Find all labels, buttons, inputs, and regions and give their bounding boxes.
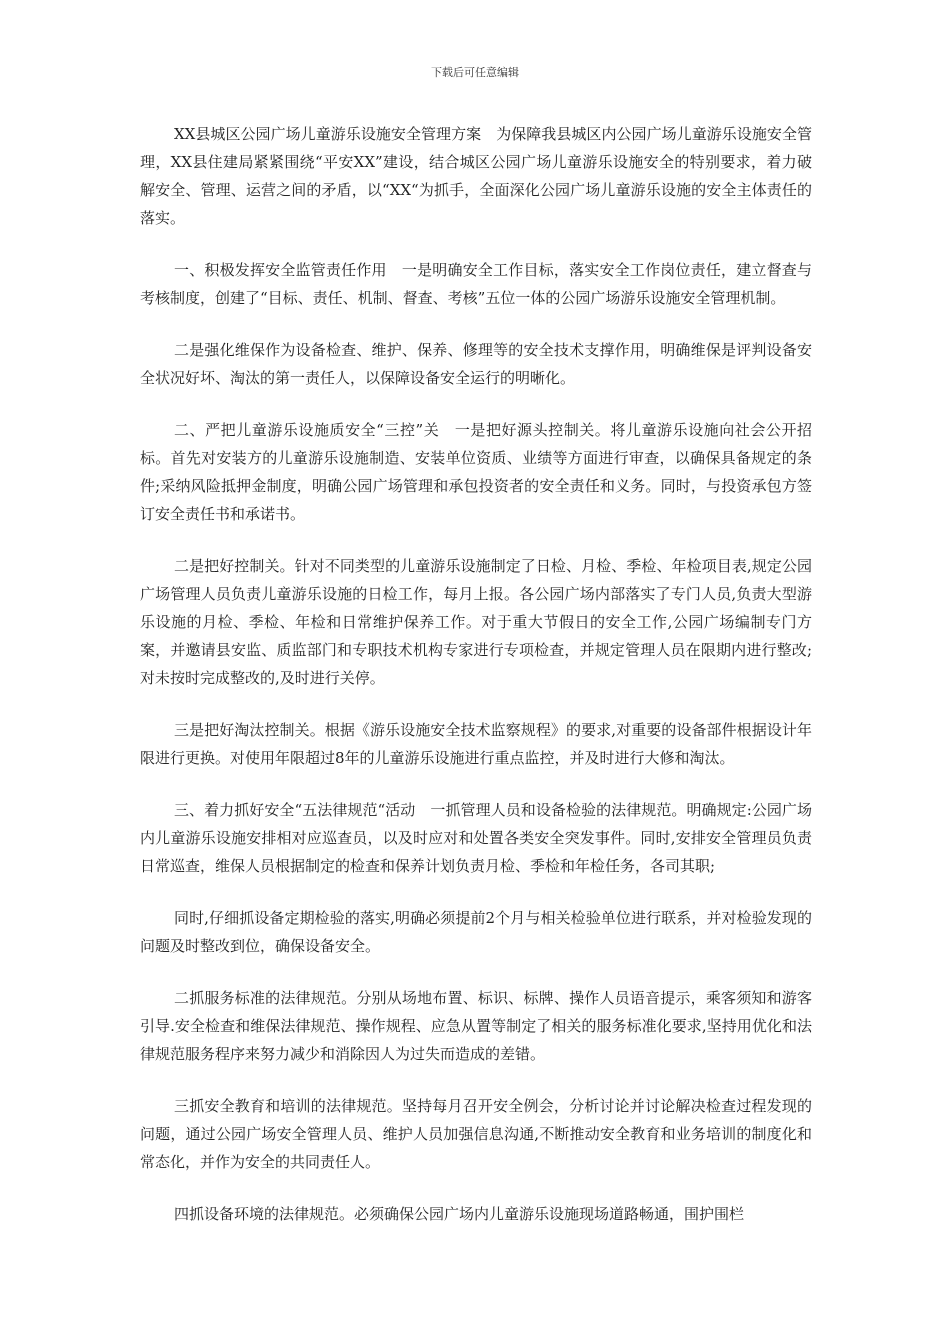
paragraph-section-3-inspection: 同时,仔细抓设备定期检验的落实,明确必须提前2个月与相关检验单位进行联系，并对检验发现的问题及时整改到位，确保设备安全。: [140, 909, 812, 955]
document-body: [140, 120, 812, 1252]
paragraph-section-3-point-4: 四抓设备环境的法律规范。必须确保公园广场内儿童游乐设施现场道路畅通，围护围栏: [174, 1205, 745, 1223]
paragraph-section-1-point-2: 二是强化维保作为设备检查、维护、保养、修理等的安全技术支撑作用，明确维保是评判设备安全状况好坏、淘汰的第一责任人，以保障设备安全运行的明晰化。: [140, 341, 812, 387]
paragraph-section-2-point-2: 二是把好控制关。针对不同类型的儿童游乐设施制定了日检、月检、季检、年检项目表,规定公园广场管理人员负责儿童游乐设施的日检工作，每月上报。各公园广场内部落实了专门人员,负责大型游乐设施的月检、季检、年检和日常维护保养工作。对于重大节假日的安全工作,公园广场编制专门方案，并邀请县安监、质监部门和专职技术机构专家进行专项检查，并规定管理人员在限期内进行整改;对未按时完成整改的,及时进行关停。: [140, 557, 812, 687]
paragraph-intro: XX县城区公园广场儿童游乐设施安全管理方案 为保障我县城区内公园广场儿童游乐设施安全管理，XX县住建局紧紧围绕“平安XX”建设，结合城区公园广场儿童游乐设施安全的特别要求，着力破解安全、管理、运营之间的矛盾，以“XX“为抓手，全面深化公园广场儿童游乐设施的安全主体责任的落实。: [140, 125, 812, 227]
paragraph-section-2: 二、严把儿童游乐设施质安全“三控”关 一是把好源头控制关。将儿童游乐设施向社会公开招标。首先对安装方的儿童游乐设施制造、安装单位资质、业绩等方面进行审查，以确保具备规定的条件;采纳风险抵押金制度，明确公园广场管理和承包投资者的安全责任和义务。同时，与投资承包方签订安全责任书和承诺书。: [140, 421, 812, 523]
paragraph-section-3-point-3: 三抓安全教育和培训的法律规范。坚持每月召开安全例会，分析讨论并讨论解决检查过程发现的问题，通过公园广场安全管理人员、维护人员加强信息沟通,不断推动安全教育和业务培训的制度化和常态化，并作为安全的共同责任人。: [140, 1097, 812, 1171]
paragraph-section-3-point-2: 二抓服务标准的法律规范。分别从场地布置、标识、标牌、操作人员语音提示，乘客须知和游客引导.安全检查和维保法律规范、操作规程、应急从置等制定了相关的服务标准化要求,坚持用优化和法律规范服务程序来努力减少和消除因人为过失而造成的差错。: [140, 989, 812, 1063]
page-header: 下载后可任意编辑: [431, 66, 519, 79]
paragraph-section-3: 三、着力抓好安全“五法律规范“活动 一抓管理人员和设备检验的法律规范。明确规定:公园广场内儿童游乐设施安排相对应巡查员，以及时应对和处置各类安全突发事件。同时,安排安全管理员负责日常巡查，维保人员根据制定的检查和保养计划负责月检、季检和年检任务，各司其职;: [140, 801, 812, 875]
paragraph-section-1: 一、积极发挥安全监管责任作用 一是明确安全工作目标，落实安全工作岗位责任，建立督查与考核制度，创建了“目标、责任、机制、督查、考核”五位一体的公园广场游乐设施安全管理机制。: [140, 261, 812, 307]
paragraph-section-2-point-3: 三是把好淘汰控制关。根据《游乐设施安全技术监察规程》的要求,对重要的设备部件根据设计年限进行更换。对使用年限超过8年的儿童游乐设施进行重点监控，并及时进行大修和淘汰。: [140, 721, 812, 767]
